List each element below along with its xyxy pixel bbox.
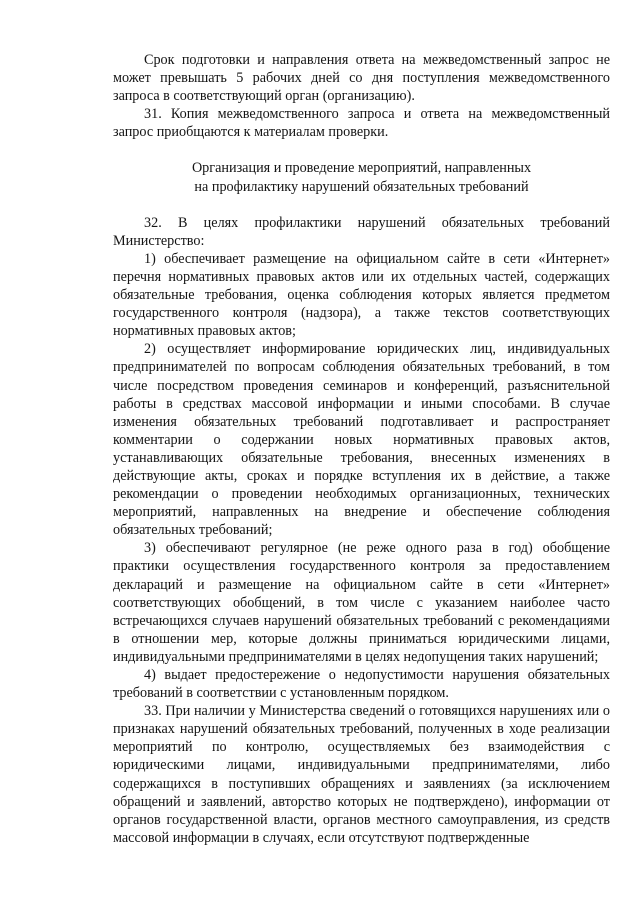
section-heading [113, 159, 610, 195]
paragraph-response-deadline: Срок подготовки и направления ответа на межведомственный запрос не может превышать 5 рабочих дней со дня поступления межведомственного запроса в соответствующий орган (организацию). [113, 52, 610, 105]
paragraph-31: 31. Копия межведомственного запроса и ответа на межведомственный запрос приобщаются к материалам проверки. [113, 106, 610, 141]
paragraph-32-item-1: 1) обеспечивает размещение на официальном сайте в сети «Интернет» перечня нормативных правовых актов или их отдельных частей, содержащих обязательные требования, оценка соблюдения которых является предметом государственного контроля (надзора), а также текстов соответствующих нормативных правовых актов; [113, 250, 610, 340]
section-heading-line-2: на профилактику нарушений обязательных требований [194, 178, 529, 195]
paragraph-32-item-3: 3) обеспечивают регулярное (не реже одного раза в год) обобщение практики осуществления государственного контроля за предоставлением деклараций и размещение на официальном сайте в сети «Интернет» соответствующих обобщений, в том числе с указанием наиболее часто встречающихся случаев нарушений обязательных требований с рекомендациями в отношении мер, которые должны приниматься юридическими лицами, индивидуальными предпринимателями в целях недопущения таких нарушений; [113, 540, 610, 665]
document-body [113, 51, 610, 847]
paragraph-32-item-2: 2) осуществляет информирование юридических лиц, индивидуальных предпринимателей по вопросам соблюдения обязательных требований, в том числе посредством проведения семинаров и конференций, разъяснительной работы в средствах массовой информации и иными способами. В случае изменения обязательных требований подготавливает и распространяет комментарии о содержании новых нормативных правовых актов, устанавливающих обязательные требования, внесенных изменениях в действующие акты, сроках и порядке вступления их в действие, а также рекомендации о проведении необходимых организационных, технических мероприятий, направленных на внедрение и обеспечение соблюдения обязательных требований; [113, 341, 610, 539]
paragraph-33: 33. При наличии у Министерства сведений о готовящихся нарушениях или о признаках нарушений обязательных требований, полученных в ходе реализации мероприятий по контролю, осуществляемых без взаимодействия с юридическими лицами, индивидуальными предпринимателями, либо содержащихся в поступивших обращениях и заявлениях (за исключением обращений и заявлений, авторство которых не подтверждено), информации от органов государственной власти, органов местного самоуправления, из средств массовой информации в случаях, если отсутствуют подтвержденные [113, 703, 610, 846]
paragraph-32: 32. В целях профилактики нарушений обязательных требований Министерство: [113, 214, 610, 249]
paragraph-32-item-4: 4) выдает предостережение о недопустимости нарушения обязательных требований в соответствии с установленным порядком. [113, 667, 610, 702]
section-heading-line-1: Организация и проведение мероприятий, направленных [191, 160, 532, 177]
